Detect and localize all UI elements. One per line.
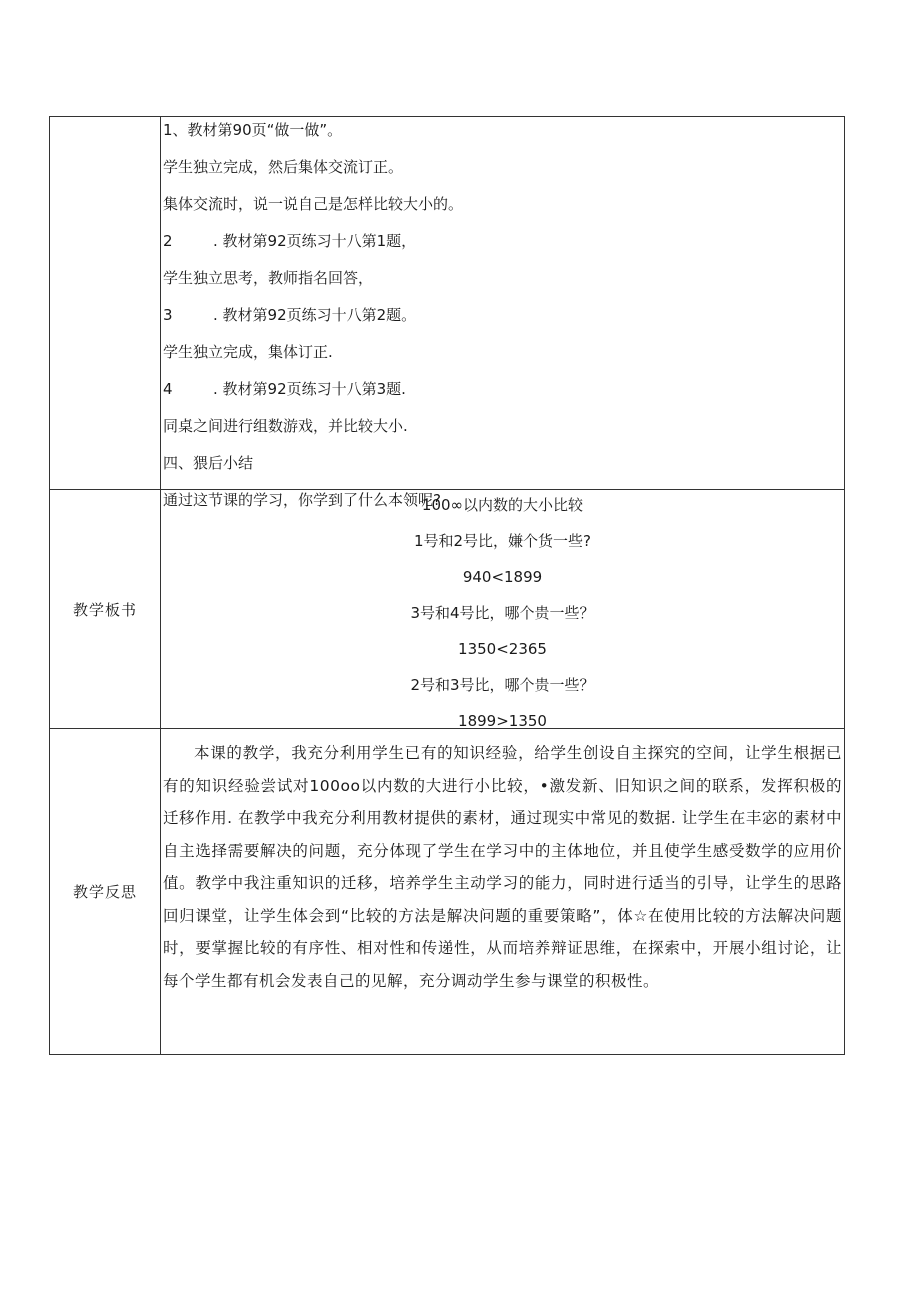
board-row	[50, 490, 845, 729]
activities-row	[50, 117, 845, 490]
activity-line-text: 四、猥后小结	[163, 454, 254, 472]
activity-line-text: 通过这节课的学习，你学到了什么本领呢?	[163, 491, 441, 509]
board-label: 教学板书	[50, 490, 161, 729]
activity-line-text: 学生独立思考，教师指名回答，	[163, 269, 374, 287]
activity-line	[161, 228, 844, 265]
reflection-label: 教学反思	[50, 729, 161, 1055]
board-line: 940<1899	[462, 568, 543, 586]
reflection-content-cell	[161, 729, 845, 1055]
activity-line	[161, 154, 844, 191]
activity-line-text: 学生独立完成，集体订正.	[163, 343, 333, 361]
activity-line	[161, 117, 844, 154]
activity-line	[161, 376, 844, 413]
lesson-plan-table	[49, 116, 845, 1055]
board-line: 2号和3号比，哪个贵一些？	[410, 676, 595, 694]
board-line: 1899>1350	[458, 712, 547, 730]
board-line: 1号和2号比，嫌个货一些?	[413, 532, 592, 550]
activity-line	[161, 265, 844, 302]
board-content	[161, 490, 844, 728]
activity-line-number: 3	[163, 306, 173, 324]
board-line: 1350<2365	[458, 640, 547, 658]
activities-label-cell	[50, 117, 161, 490]
activity-line	[161, 413, 844, 450]
board-line: 3号和4号比，哪个贵一些？	[410, 604, 595, 622]
reflection-row	[50, 729, 845, 1055]
activity-line-number: 2	[163, 232, 173, 250]
reflection-paragraph: 本课的教学，我充分利用学生已有的知识经验，给学生创设自主探究的空间，让学生根据已有的知识经验尝试对100oo以内数的大进行小比较，•激发新、旧知识之间的联系，发挥积极的迁移作用. 在教学中我充分利用教材提供的素材，通过现实中常见的数据. 让学生在丰宓的素材中自主选择需要解决的问题，充分体现了学生在学习中的主体地位，并且使学生感受数学的应用价值。教学中我注重知识的迁移，培养学生主动学习的能力，同时进行适当的引导，让学生的思路回归课堂，让学生体会到“比较的方法是解决问题的重要策略”，体☆在使用比较的方法解决问题时，要掌握比较的有序性、相对性和传递性，从而培养辩证思维，在探索中，开展小组讨论，让每个学生都有机会发表自己的见解，充分调动学生参与课堂的积极性。	[163, 744, 842, 990]
activity-line-text: . 教材第92页练习十八第1题，	[213, 232, 417, 250]
board-content-cell	[161, 490, 845, 729]
activity-line	[161, 339, 844, 376]
activity-line-text: . 教材第92页练习十八第3题.	[213, 380, 406, 398]
board-line: 100∞以内数的大小比较	[421, 496, 584, 514]
activity-line-text: 学生独立完成，然后集体交流订正。	[163, 158, 404, 176]
activity-line-text: 1、教材第90页“做一做”。	[163, 121, 343, 139]
activity-line	[161, 302, 844, 339]
activity-line-text: 集体交流时，说一说自己是怎样比较大小的。	[163, 195, 464, 213]
activity-line-text: . 教材第92页练习十八第2题。	[213, 306, 417, 324]
activity-line	[161, 450, 844, 487]
activity-line-number: 4	[163, 380, 173, 398]
activity-line	[161, 191, 844, 228]
activity-line-text: 同桌之间进行组数游戏，并比较大小.	[163, 417, 408, 435]
